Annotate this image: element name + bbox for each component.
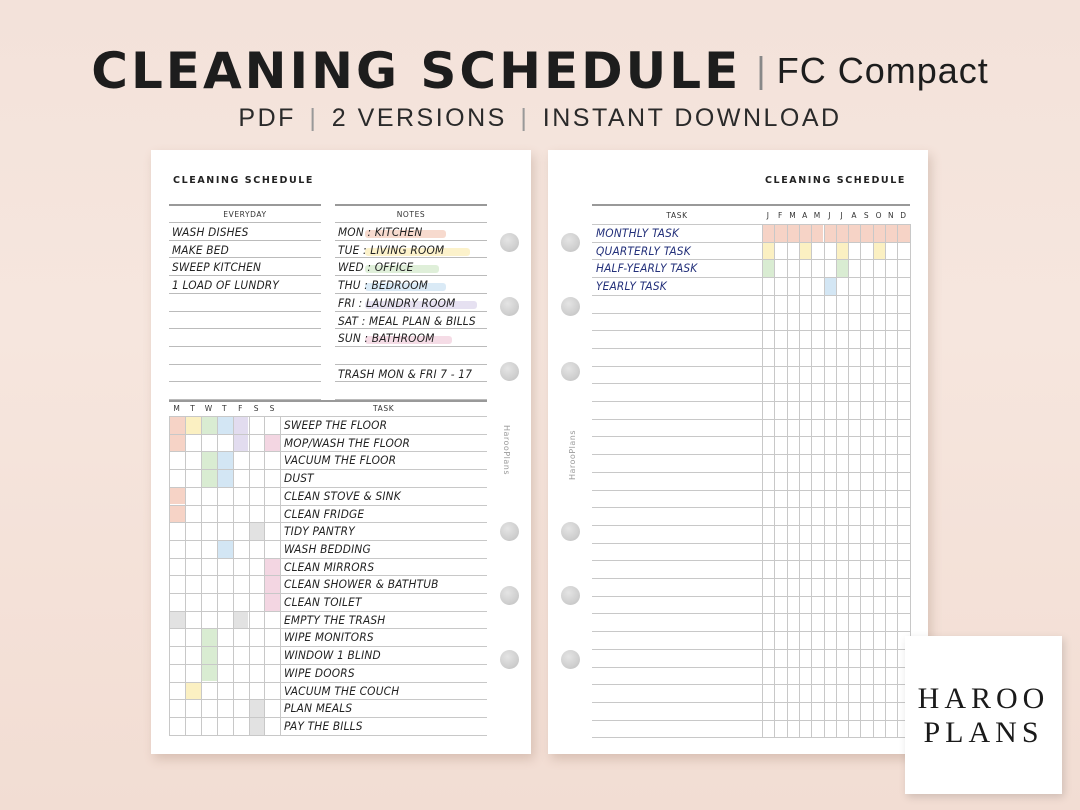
everyday-line bbox=[169, 293, 321, 294]
monthly-fill bbox=[825, 225, 836, 242]
yearly-row-line bbox=[592, 383, 910, 384]
day-color-cell bbox=[250, 718, 265, 735]
monthly-fill bbox=[775, 225, 786, 242]
weekly-column-line bbox=[169, 416, 170, 735]
note-item: WED : OFFICE bbox=[338, 260, 414, 275]
day-color-cell bbox=[218, 452, 233, 469]
yearly-task-header: TASK bbox=[666, 211, 688, 220]
yearly-row-line bbox=[592, 720, 910, 721]
notes-header: NOTES bbox=[396, 210, 426, 219]
yearly-row-line bbox=[592, 259, 910, 260]
day-color-cell bbox=[186, 683, 201, 700]
subtitle-separator: | bbox=[520, 104, 530, 132]
weekday-header: F bbox=[238, 404, 243, 413]
product-title bbox=[0, 42, 1080, 100]
left-watermark: HarooPlans bbox=[502, 425, 511, 476]
yearly-row-line bbox=[592, 613, 910, 614]
notes-line bbox=[335, 328, 487, 329]
yearly-column-line bbox=[824, 224, 825, 737]
weekday-header: W bbox=[204, 404, 213, 413]
day-color-cell bbox=[202, 452, 217, 469]
weekly-column-line bbox=[280, 416, 281, 735]
everyday-line bbox=[169, 257, 321, 258]
day-color-cell bbox=[234, 417, 249, 434]
everyday-line bbox=[169, 311, 321, 312]
day-color-cell bbox=[186, 417, 201, 434]
month-header: D bbox=[900, 211, 907, 220]
binder-hole bbox=[500, 362, 519, 381]
day-color-cell bbox=[202, 665, 217, 682]
everyday-item: MAKE BED bbox=[172, 242, 229, 257]
yearly-column-line bbox=[774, 224, 775, 737]
yearly-row-line bbox=[592, 649, 910, 650]
day-color-cell bbox=[170, 488, 185, 505]
note-item: SUN : BATHROOM bbox=[338, 331, 435, 346]
yearly-row-line bbox=[592, 419, 910, 420]
weekly-bottom-line bbox=[169, 735, 487, 736]
weekly-task: TIDY PANTRY bbox=[284, 524, 356, 539]
yearly-row-line bbox=[592, 330, 910, 331]
day-color-cell bbox=[250, 523, 265, 540]
binder-hole bbox=[561, 297, 580, 316]
everyday-item: SWEEP KITCHEN bbox=[172, 260, 262, 275]
month-header: J bbox=[828, 211, 832, 220]
weekday-header: S bbox=[269, 404, 276, 413]
month-header: O bbox=[875, 211, 883, 220]
left-page-title: CLEANING SCHEDULE bbox=[173, 175, 315, 186]
subtitle-format: PDF bbox=[238, 104, 296, 132]
yearly-row-line bbox=[592, 401, 910, 402]
subtitle-versions: 2 VERSIONS bbox=[331, 104, 507, 132]
yearly-column-line bbox=[799, 224, 800, 737]
yearly-fill bbox=[825, 278, 836, 295]
month-header: J bbox=[840, 211, 844, 220]
quarterly-fill bbox=[837, 243, 848, 260]
yearly-row-line bbox=[592, 507, 910, 508]
yearly-row-line bbox=[592, 667, 910, 668]
yearly-row-line bbox=[592, 366, 910, 367]
day-color-cell bbox=[265, 576, 280, 593]
yearly-row-line bbox=[592, 436, 910, 437]
yearly-column-line bbox=[873, 224, 874, 737]
binder-hole bbox=[500, 233, 519, 252]
yearly-row-line bbox=[592, 348, 910, 349]
day-color-cell bbox=[250, 700, 265, 717]
day-color-cell bbox=[202, 629, 217, 646]
product-subtitle bbox=[0, 104, 1080, 133]
everyday-line bbox=[169, 364, 321, 365]
weekday-header: S bbox=[253, 404, 260, 413]
weekly-task: VACUUM THE FLOOR bbox=[284, 453, 397, 468]
yearly-task: HALF-YEARLY TASK bbox=[596, 261, 698, 276]
weekly-column-line bbox=[233, 416, 234, 735]
month-header: A bbox=[851, 211, 858, 220]
half-yearly-fill bbox=[837, 260, 848, 277]
notes-line bbox=[335, 275, 487, 276]
day-color-cell bbox=[218, 470, 233, 487]
yearly-row-line bbox=[592, 631, 910, 632]
month-header: N bbox=[888, 211, 895, 220]
yearly-row-line bbox=[592, 578, 910, 579]
weekly-task: CLEAN STOVE & SINK bbox=[284, 488, 402, 503]
yearly-column-line bbox=[848, 224, 849, 737]
day-color-cell bbox=[218, 417, 233, 434]
weekly-task: PLAN MEALS bbox=[284, 701, 353, 716]
notes-line bbox=[335, 364, 487, 365]
quarterly-fill bbox=[800, 243, 811, 260]
subtitle-download: INSTANT DOWNLOAD bbox=[542, 104, 842, 132]
yearly-row-line bbox=[592, 684, 910, 685]
monthly-fill bbox=[788, 225, 799, 242]
yearly-row-line bbox=[592, 277, 910, 278]
weekly-task: CLEAN MIRRORS bbox=[284, 559, 375, 574]
binder-hole bbox=[500, 586, 519, 605]
yearly-row-line bbox=[592, 702, 910, 703]
binder-hole bbox=[561, 233, 580, 252]
weekday-header: T bbox=[190, 404, 196, 413]
note-item: MON : KITCHEN bbox=[338, 225, 423, 239]
monthly-fill bbox=[898, 225, 909, 242]
yearly-column-line bbox=[787, 224, 788, 737]
left-planner-page bbox=[151, 150, 531, 754]
notes-line bbox=[335, 381, 487, 382]
weekly-column-line bbox=[264, 416, 265, 735]
binder-hole bbox=[500, 650, 519, 669]
day-color-cell bbox=[265, 435, 280, 452]
note-item: SAT : MEAL PLAN & BILLS bbox=[338, 313, 476, 328]
monthly-fill bbox=[763, 225, 774, 242]
weekly-task: CLEAN SHOWER & BATHTUB bbox=[284, 577, 439, 592]
monthly-fill bbox=[812, 225, 823, 242]
quarterly-fill bbox=[874, 243, 885, 260]
everyday-item: 1 LOAD OF LUNDRY bbox=[172, 278, 279, 293]
month-header: J bbox=[766, 211, 770, 220]
weekly-task: PAY THE BILLS bbox=[284, 718, 363, 733]
everyday-item: WASH DISHES bbox=[172, 225, 249, 239]
day-color-cell bbox=[265, 594, 280, 611]
weekly-task: WIPE DOORS bbox=[284, 665, 356, 680]
weekly-column-line bbox=[185, 416, 186, 735]
weekly-task-header: TASK bbox=[373, 404, 395, 413]
day-color-cell bbox=[170, 612, 185, 629]
monthly-fill bbox=[886, 225, 897, 242]
binder-hole bbox=[561, 522, 580, 541]
title-separator: | bbox=[755, 51, 767, 91]
yearly-task: MONTHLY TASK bbox=[596, 226, 680, 240]
weekday-header: M bbox=[173, 404, 181, 413]
yearly-column-line bbox=[885, 224, 886, 737]
day-color-cell bbox=[202, 417, 217, 434]
month-header: M bbox=[813, 211, 821, 220]
notes-top-rule bbox=[335, 204, 487, 206]
weekly-task: CLEAN FRIDGE bbox=[284, 506, 365, 521]
right-page-title: CLEANING SCHEDULE bbox=[764, 175, 906, 186]
notes-line bbox=[335, 346, 487, 347]
yearly-row-line bbox=[592, 560, 910, 561]
yearly-column-line bbox=[811, 224, 812, 737]
yearly-row-line bbox=[592, 313, 910, 314]
subtitle-separator: | bbox=[309, 104, 319, 132]
yearly-task: YEARLY TASK bbox=[596, 279, 667, 294]
yearly-column-line bbox=[762, 224, 763, 737]
month-header: S bbox=[863, 211, 870, 220]
day-color-cell bbox=[234, 612, 249, 629]
everyday-header-rule bbox=[169, 222, 321, 223]
weekly-task: WASH BEDDING bbox=[284, 541, 372, 556]
everyday-line bbox=[169, 275, 321, 276]
everyday-line bbox=[169, 240, 321, 241]
yearly-row-line bbox=[592, 242, 910, 243]
day-color-cell bbox=[218, 541, 233, 558]
day-color-cell bbox=[170, 506, 185, 523]
monthly-fill bbox=[849, 225, 860, 242]
weekly-top-rule bbox=[169, 400, 487, 402]
day-color-cell bbox=[234, 435, 249, 452]
monthly-fill bbox=[874, 225, 885, 242]
weekly-task: SWEEP THE FLOOR bbox=[284, 418, 388, 432]
day-color-cell bbox=[170, 417, 185, 434]
weekly-column-line bbox=[249, 416, 250, 735]
note-item: FRI : LAUNDRY ROOM bbox=[338, 295, 456, 310]
yearly-column-line bbox=[860, 224, 861, 737]
yearly-row-line bbox=[592, 490, 910, 491]
note-item: TRASH MON & FRI 7 - 17 bbox=[338, 366, 473, 381]
notes-line bbox=[335, 257, 487, 258]
weekly-task: WINDOW 1 BLIND bbox=[284, 648, 382, 663]
brand-logo bbox=[905, 636, 1062, 794]
right-watermark: HarooPlans bbox=[568, 429, 577, 480]
binder-hole bbox=[500, 297, 519, 316]
everyday-line bbox=[169, 381, 321, 382]
yearly-row-line bbox=[592, 472, 910, 473]
yearly-column-line bbox=[897, 224, 898, 737]
yearly-row-line bbox=[592, 737, 910, 738]
yearly-row-line bbox=[592, 224, 910, 225]
binder-hole bbox=[500, 522, 519, 541]
day-color-cell bbox=[265, 559, 280, 576]
notes-line bbox=[335, 311, 487, 312]
everyday-top-rule bbox=[169, 204, 321, 206]
month-header: M bbox=[789, 211, 797, 220]
yearly-row-line bbox=[592, 543, 910, 544]
note-item: TUE : LIVING ROOM bbox=[338, 242, 445, 257]
yearly-row-line bbox=[592, 525, 910, 526]
day-color-cell bbox=[202, 647, 217, 664]
weekly-task: VACUUM THE COUCH bbox=[284, 683, 400, 698]
weekday-header: T bbox=[222, 404, 228, 413]
weekly-task: WIPE MONITORS bbox=[284, 630, 375, 645]
quarterly-fill bbox=[763, 243, 774, 260]
weekly-task: DUST bbox=[284, 471, 315, 486]
weekly-column-line bbox=[217, 416, 218, 735]
yearly-column-line bbox=[836, 224, 837, 737]
size-label: FC Compact bbox=[776, 50, 989, 91]
day-color-cell bbox=[170, 435, 185, 452]
binder-hole bbox=[561, 586, 580, 605]
monthly-fill bbox=[837, 225, 848, 242]
yearly-top-rule bbox=[592, 204, 910, 206]
everyday-line bbox=[169, 346, 321, 347]
title-text: CLEANING SCHEDULE bbox=[91, 42, 742, 100]
yearly-row-line bbox=[592, 596, 910, 597]
month-header: F bbox=[777, 211, 783, 220]
right-planner-page bbox=[548, 150, 928, 754]
notes-header-rule bbox=[335, 222, 487, 223]
yearly-row-line bbox=[592, 295, 910, 296]
weekly-task: MOP/WASH THE FLOOR bbox=[284, 435, 411, 450]
everyday-header: EVERYDAY bbox=[223, 210, 267, 219]
monthly-fill bbox=[800, 225, 811, 242]
half-yearly-fill bbox=[763, 260, 774, 277]
weekly-task: CLEAN TOILET bbox=[284, 595, 362, 609]
notes-line bbox=[335, 240, 487, 241]
month-header: A bbox=[802, 211, 808, 220]
logo-line-2: PLANS bbox=[923, 716, 1044, 749]
yearly-row-line bbox=[592, 454, 910, 455]
binder-hole bbox=[561, 362, 580, 381]
logo-line-1: HAROO bbox=[917, 682, 1050, 715]
day-color-cell bbox=[202, 470, 217, 487]
everyday-line bbox=[169, 328, 321, 329]
note-item: THU : BEDROOM bbox=[338, 278, 429, 293]
yearly-task: QUARTERLY TASK bbox=[596, 243, 691, 258]
monthly-fill bbox=[861, 225, 872, 242]
notes-line bbox=[335, 293, 487, 294]
binder-hole bbox=[561, 650, 580, 669]
weekly-task: EMPTY THE TRASH bbox=[284, 612, 386, 627]
weekly-column-line bbox=[201, 416, 202, 735]
